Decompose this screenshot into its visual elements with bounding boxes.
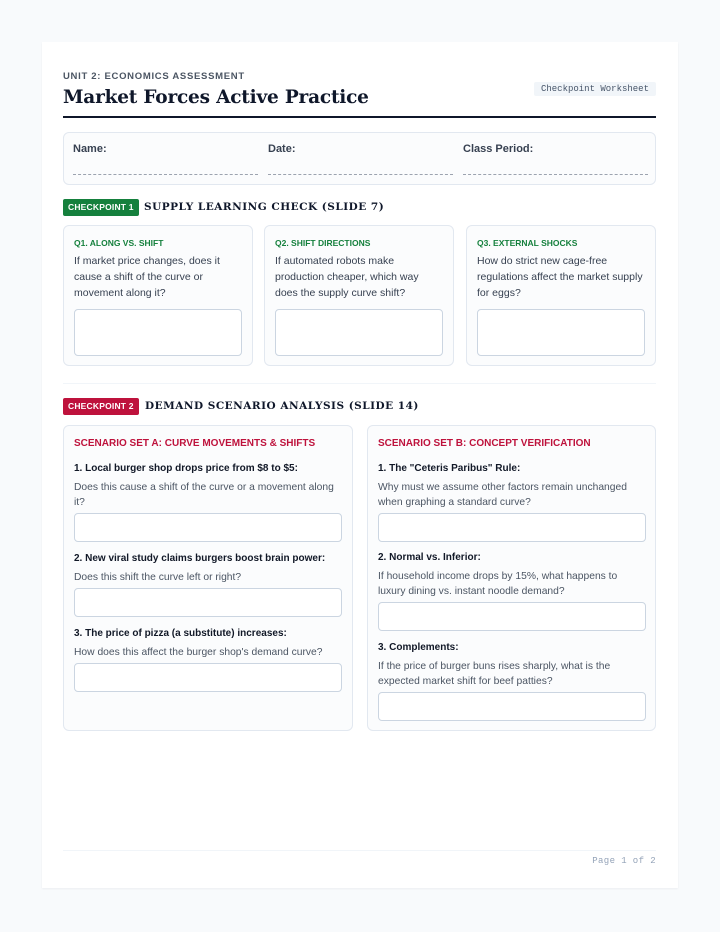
set-b-item-3-question: 3. Complements: — [378, 642, 459, 653]
set-a-item-2 — [74, 552, 342, 585]
set-a-item-3-question: 3. The price of pizza (a substitute) increases: — [74, 628, 287, 639]
q2-text: If automated robots make production cheaper, which way does the supply curve shift? — [275, 255, 419, 299]
set-a-item-3-answer[interactable] — [74, 663, 342, 692]
question-card-q3 — [466, 225, 656, 366]
checkpoint2-title: DEMAND SCENARIO ANALYSIS (SLIDE 14) — [145, 400, 419, 412]
name-field[interactable] — [73, 143, 258, 155]
date-field[interactable] — [268, 143, 453, 155]
set-a-item-1-text: Does this cause a shift of the curve or a movement along it? — [74, 482, 334, 508]
set-b-item-2-text: If household income drops by 15%, what happens to luxury dining vs. instant noodle demand? — [378, 571, 618, 597]
set-a-item-3 — [74, 627, 342, 660]
scenario-set-a-card — [63, 425, 353, 731]
class-period-line — [463, 174, 648, 175]
set-b-item-3-text: If the price of burger buns rises sharply, what is the expected market shift for beef patties? — [378, 661, 611, 687]
q3-title: Q3. EXTERNAL SHOCKS — [477, 238, 578, 248]
checkpoint1-badge: CHECKPOINT 1 — [63, 199, 139, 216]
page-title: Market Forces Active Practice — [63, 87, 369, 108]
section-divider — [63, 383, 656, 384]
checkpoint2-badge: CHECKPOINT 2 — [63, 398, 139, 415]
date-label: Date: — [268, 143, 296, 155]
scenario-set-b-card — [367, 425, 656, 731]
set-b-item-2-question: 2. Normal vs. Inferior: — [378, 552, 481, 563]
set-a-item-1 — [74, 462, 342, 510]
checkpoint1-title: SUPPLY LEARNING CHECK (SLIDE 7) — [144, 201, 385, 213]
name-line — [73, 174, 258, 175]
footer-divider — [63, 850, 656, 851]
checkpoint2-header — [63, 398, 656, 416]
set-b-item-2-answer[interactable] — [378, 602, 646, 631]
class-period-label: Class Period: — [463, 143, 534, 155]
q2-title: Q2. SHIFT DIRECTIONS — [275, 238, 371, 248]
set-a-item-2-answer[interactable] — [74, 588, 342, 617]
set-b-item-1-question: 1. The "Ceteris Paribus" Rule: — [378, 463, 521, 474]
set-a-item-1-answer[interactable] — [74, 513, 342, 542]
set-b-item-3-answer[interactable] — [378, 692, 646, 721]
q3-text: How do strict new cage-free regulations affect the market supply for eggs? — [477, 255, 643, 299]
set-a-item-2-question: 2. New viral study claims burgers boost brain power: — [74, 553, 326, 564]
set-b-item-1-text: Why must we assume other factors remain unchanged when graphing a standard curve? — [378, 482, 627, 508]
question-card-q2 — [264, 225, 454, 366]
q1-answer-box[interactable] — [74, 309, 242, 356]
student-info-panel — [63, 132, 656, 185]
q1-text: If market price changes, does it cause a shift of the curve or movement along it? — [74, 255, 220, 299]
set-b-item-2 — [378, 551, 646, 599]
set-a-title: SCENARIO SET A: CURVE MOVEMENTS & SHIFTS — [74, 438, 316, 449]
set-b-item-1 — [378, 462, 646, 510]
set-b-item-3 — [378, 641, 646, 689]
unit-label: UNIT 2: ECONOMICS ASSESSMENT — [63, 71, 245, 82]
checkpoint1-header — [63, 199, 656, 217]
set-a-item-1-question: 1. Local burger shop drops price from $8 to $5: — [74, 463, 298, 474]
title-divider — [63, 116, 656, 118]
worksheet-badge: Checkpoint Worksheet — [534, 82, 656, 96]
worksheet-page — [42, 42, 678, 888]
set-a-item-3-text: How does this affect the burger shop's demand curve? — [74, 647, 323, 658]
set-b-item-1-answer[interactable] — [378, 513, 646, 542]
q2-answer-box[interactable] — [275, 309, 443, 356]
question-card-q1 — [63, 225, 253, 366]
q1-title: Q1. ALONG VS. SHIFT — [74, 238, 164, 248]
q3-answer-box[interactable] — [477, 309, 645, 356]
date-line — [268, 174, 453, 175]
page-number: Page 1 of 2 — [592, 856, 656, 866]
name-label: Name: — [73, 143, 107, 155]
class-period-field[interactable] — [463, 143, 648, 155]
set-a-item-2-text: Does this shift the curve left or right? — [74, 572, 242, 583]
set-b-title: SCENARIO SET B: CONCEPT VERIFICATION — [378, 438, 591, 449]
